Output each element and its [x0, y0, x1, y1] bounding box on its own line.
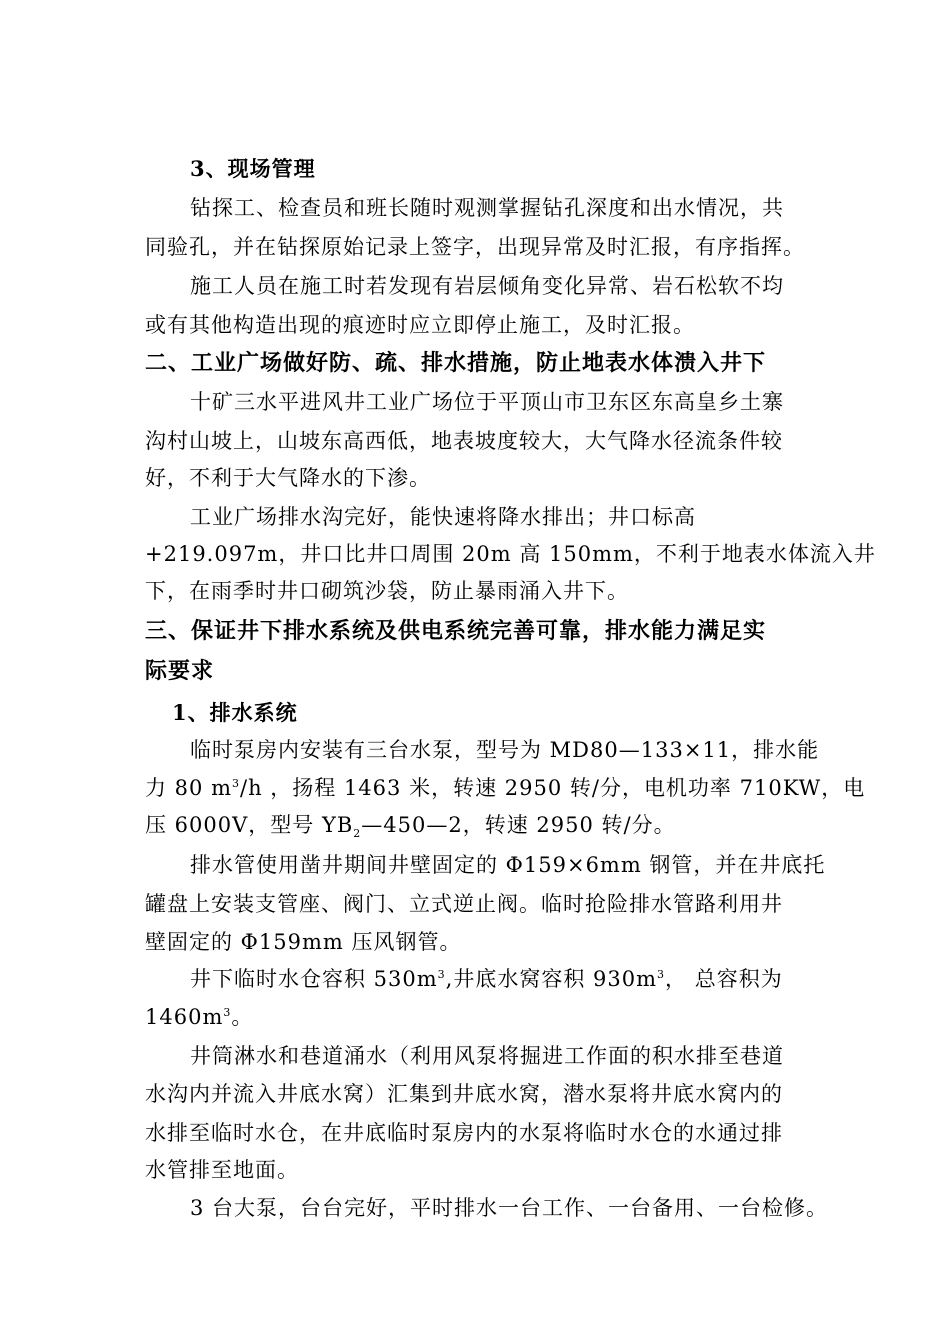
paragraph-line: 下，在雨季时井口砌筑沙袋，防止暴雨涌入井下。	[145, 579, 629, 603]
paragraph-line: 水排至临时水仓，在井底临时泵房内的水泵将临时水仓的水通过排	[145, 1121, 783, 1145]
paragraph-line: 压 6000V，型号 $YB_2—450—2$，转速 2950 转/分。	[145, 813, 676, 841]
paragraph-line: 壁固定的 Φ159mm 压风钢管。	[145, 930, 462, 954]
paragraph-line: 排水管使用凿井期间井壁固定的 Φ159×6mm 钢管，并在井底托	[190, 853, 826, 877]
section-heading-site-management: 3、现场管理	[190, 156, 316, 181]
paragraph-line: 钻探工、检查员和班长随时观测掌握钻孔深度和出水情况，共	[190, 196, 784, 220]
paragraph-line: 好，不利于大气降水的下渗。	[145, 466, 431, 490]
paragraph-line: 施工人员在施工时若发现有岩层倾角变化异常、岩石松软不均	[190, 274, 784, 298]
paragraph-line: 井筒淋水和巷道涌水（利用风泵将掘进工作面的积水排至巷道	[190, 1044, 784, 1068]
chapter-heading-three-continued: 际要求	[145, 658, 215, 684]
paragraph-line: 水沟内并流入井底水窝）汇集到井底水窝，潜水泵将井底水窝内的	[145, 1082, 783, 1106]
chapter-heading-three: 三、保证井下排水系统及供电系统完善可靠，排水能力满足实	[145, 618, 767, 644]
paragraph-line: $1460m^3$。	[145, 1005, 254, 1029]
paragraph-line: 十矿三水平进风井工业广场位于平顶山市卫东区东高皇乡土寨	[190, 390, 784, 414]
paragraph-line: 沟村山坡上，山坡东高西低，地表坡度较大，大气降水径流条件较	[145, 429, 783, 453]
paragraph-line: 工业广场排水沟完好，能快速将降水排出；井口标高	[190, 505, 696, 529]
paragraph-line: 罐盘上安装支管座、阀门、立式逆止阀。临时抢险排水管路利用井	[145, 892, 783, 916]
paragraph-line: 同验孔，并在钻探原始记录上签字，出现异常及时汇报，有序指挥。	[145, 235, 805, 259]
paragraph-line: 临时泵房内安装有三台水泵，型号为 MD80—133×11，排水能	[190, 738, 820, 762]
paragraph-line: 水管排至地面。	[145, 1158, 299, 1182]
paragraph-line: 力 80 $m^3/h$ ，扬程 1463 米，转速 2950 转/分，电机功率 710KW，电	[145, 776, 866, 800]
paragraph-line: 井下临时水仓容积 $530m^3$,井底水窝容积 $930m^3$， 总容积为	[190, 967, 783, 991]
paragraph-line: 或有其他构造出现的痕迹时应立即停止施工，及时汇报。	[145, 313, 695, 337]
section-heading-drainage-system: 1、排水系统	[172, 700, 298, 725]
paragraph-line: 3 台大泵，台台完好，平时排水一台工作、一台备用、一台检修。	[190, 1196, 829, 1220]
paragraph-line: +219.097m，井口比井口周围 20m 高 150mm，不利于地表水体流入井	[145, 542, 876, 566]
chapter-heading-two: 二、工业广场做好防、疏、排水措施，防止地表水体溃入井下	[145, 350, 767, 376]
